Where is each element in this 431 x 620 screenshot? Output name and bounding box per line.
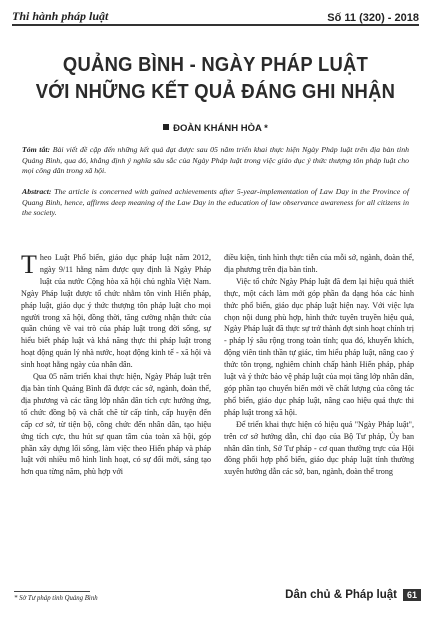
running-header xyxy=(12,4,419,24)
body-column-left xyxy=(21,252,211,478)
paragraph: Việc tổ chức Ngày Pháp luật đã đem lại hiệu quả thiết thực, một cách làm mới góp phần đa dạng hóa các hình thức phổ biến, giáo dục pháp luật hiện nay. Với việc lựa chọn nội dung phù hợp, hình thức tuyên truyền hiệu quả, Ngày Pháp luật đã thực sự trở thành đợt sinh hoạt chính trị - pháp lý sâu rộng trong toàn tỉnh; qua đó, khuyến khích, động viên tinh thần tự giác, tìm hiểu pháp luật, nâng cao ý thức tôn trọng, nghiêm chỉnh chấp hành Hiến pháp, pháp luật và ý thức bảo vệ pháp luật của mọi tầng lớp nhân dân, góp phần tạo chuyển biến mới về chất lượng của công tác phổ biến, giáo dục pháp luật, nâng cao hiệu quả thực thi pháp luật trong xã hội. xyxy=(224,276,414,417)
header-rule xyxy=(12,24,419,26)
footnote-rule xyxy=(14,591,90,592)
paragraph-text: heo Luật Phổ biến, giáo dục pháp luật năm 2012, ngày 9/11 hằng năm được quy định là Ngày Pháp luật của nước Cộng hòa xã hội chủ nghĩa Việt Nam. Ngày Pháp luật được tổ chức nhằm tôn vinh Hiến pháp, pháp luật, giáo dục ý thức thượng tôn pháp luật cho mọi người trong xã hội, đồng thời, tăng cường nhận thức của quần chúng về vai trò của pháp luật trong đời sống, sự hiểu biết pháp luật và khả năng thực thi pháp luật trong hoạt động quản lý nhà nước, hoạt động kinh tế - xã hội và sinh hoạt hằng ngày của nhân dân. xyxy=(21,253,211,370)
summary-vi xyxy=(22,145,409,177)
page-number: 61 xyxy=(403,589,421,601)
abstract-en xyxy=(22,187,409,219)
issue-number: Số 11 (320) - 2018 xyxy=(327,12,419,24)
title-line-1: QUẢNG BÌNH - NGÀY PHÁP LUẬT xyxy=(62,54,369,76)
paragraph xyxy=(21,252,211,371)
abstract-lead: Abstract: xyxy=(22,187,52,196)
title-line-2: VỚI NHỮNG KẾT QUẢ ĐÁNG GHI NHẬN xyxy=(35,81,396,103)
summary-lead: Tóm tắt: xyxy=(22,145,51,154)
author-name: ĐOÀN KHÁNH HÒA * xyxy=(173,123,268,134)
footnote: * Sở Tư pháp tỉnh Quảng Bình xyxy=(14,595,98,602)
abstract-text: The article is concerned with gained achievements after 5-year-implementation of Law Day in the Province of Quang Binh, hence, affirms deep meaning of the Law Day in the education of law observance awareness for all citizens in the society. xyxy=(22,187,409,217)
body-column-right xyxy=(224,252,414,478)
page-footer xyxy=(285,589,421,601)
summary-text: Bài viết đề cập đến những kết quả đạt được sau 05 năm triển khai thực hiện Ngày Pháp luật trên địa bàn tỉnh Quảng Bình, qua đó, khẳng định ý nghĩa sâu sắc của Ngày Pháp luật trong việc giáo dục ý thức thượng tôn pháp luật cho mọi công dân trong xã hội. xyxy=(22,145,409,175)
article-title xyxy=(17,52,414,106)
author-byline xyxy=(0,123,431,134)
magazine-name: Dân chủ & Pháp luật xyxy=(285,589,397,601)
paragraph: điều kiện, tình hình thực tiễn của mỗi sở, ngành, đoàn thể, địa phương trên địa bàn tỉnh. xyxy=(224,253,414,274)
drop-cap: T xyxy=(21,250,37,279)
square-bullet-icon xyxy=(163,124,169,130)
paragraph: Để triển khai thực hiện có hiệu quả "Ngày Pháp luật", trên cơ sở hướng dẫn, chỉ đạo của Bộ Tư pháp, Ủy ban nhân dân tỉnh, Sở Tư pháp - cơ quan thường trực của Hội đồng phối hợp phổ biến, giáo dục pháp luật tỉnh thường xuyên hướng dẫn các sở, ban, ngành, đoàn thể trong xyxy=(224,419,414,477)
paragraph: Qua 05 năm triển khai thực hiện, Ngày Pháp luật trên địa bàn tỉnh Quảng Bình đã được các sở, ngành, đoàn thể, địa phương và các tầng lớp nhân dân tích cực hưởng ứng, tổ chức đồng bộ và chất chẽ từ cấp tỉnh, cấp huyện đến cấp cơ sở, từ tiện bộ, công chức đến nhân dân, tạo hiệu ứng tích cực, thu hút sự quan tâm của toàn xã hội, góp phần xây dựng lối sống, làm việc theo Hiến pháp và pháp luật với nhiều mô hình linh hoạt, có sự đổi mới, sáng tạo hơn qua từng năm, phù hợp với xyxy=(21,372,211,477)
section-name: Thi hành pháp luật xyxy=(12,9,109,23)
